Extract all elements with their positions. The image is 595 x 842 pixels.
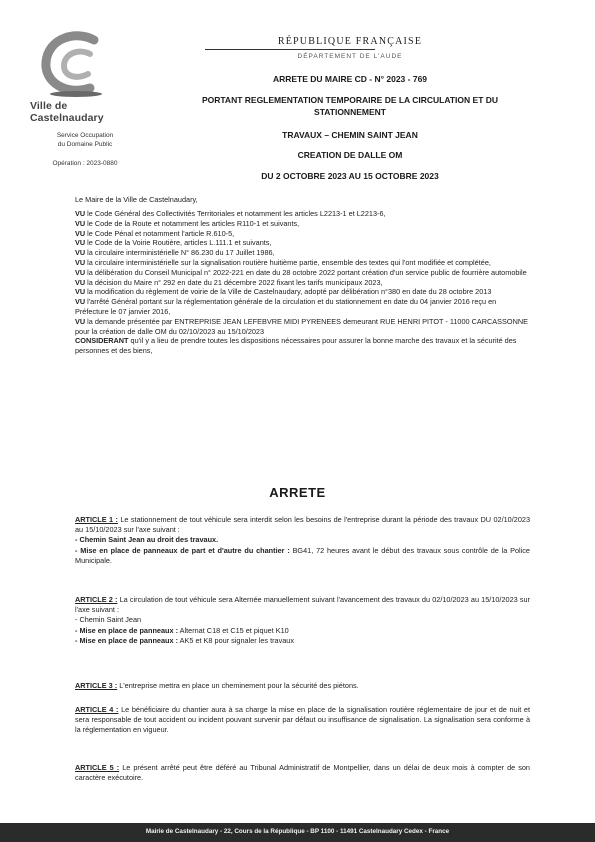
- article-3: ARTICLE 3 : L'entreprise mettra en place un cheminement pour la sécurité des piétons.: [75, 681, 359, 690]
- subject-line1: PORTANT REGLEMENTATION TEMPORAIRE DE LA CIRCULATION ET DU: [201, 95, 499, 105]
- article-1-bullet: - Mise en place de panneaux de part et d'autre du chantier : BG41, 72 heures avant le début des travaux sous contrôle de la Police Municipale.: [75, 545, 530, 565]
- visa-item: VU la décision du Maire n° 292 en date du 21 décembre 2022 fixant les tarifs municipaux 2023,: [75, 277, 383, 287]
- ville-name: Ville de Castelnaudary: [30, 100, 104, 124]
- article-4-label: ARTICLE 4 :: [75, 705, 119, 714]
- visa-item: VU l'arrêté Général portant sur la réglementation générale de la circulation et du stationnement en date du 04 janvier 2016 reçu en Préfecture le 07 janvier 2016,: [75, 297, 497, 316]
- article-2-label: ARTICLE 2 :: [75, 595, 118, 604]
- travaux-title: TRAVAUX – CHEMIN SAINT JEAN: [282, 130, 418, 140]
- operation-number: Opération : 2023-0880: [52, 160, 118, 167]
- article-4: ARTICLE 4 : Le bénéficiaire du chantier aura à sa charge la mise en place de la signalisation routière réglementaire de jour et de nuit et sera responsable de tout accident ou incident pouvant survenir par défaut ou insuffisance de signalisation. La signalisation sera conforme à la réglementation en vigueur.: [75, 705, 530, 735]
- creation-title: CREATION DE DALLE OM: [297, 150, 403, 160]
- intro-line: Le Maire de la Ville de Castelnaudary,: [75, 195, 198, 204]
- article-5: ARTICLE 5 : Le présent arrêté peut être déféré au Tribunal Administratif de Montpellier, dans un délai de deux mois à compter de son caractère exécutoire.: [75, 763, 530, 783]
- article-1-bullet: - Chemin Saint Jean au droit des travaux.: [75, 535, 219, 545]
- dates-title: DU 2 OCTOBRE 2023 AU 15 OCTOBRE 2023: [261, 171, 439, 181]
- republique-francaise: RÉPUBLIQUE FRANÇAISE: [277, 36, 423, 47]
- visa-item: VU la délibération du Conseil Municipal n° 2022-221 en date du 28 octobre 2022 portant création d'un service public de fourrière automobile: [75, 267, 527, 277]
- visa-item: VU le Code de la Voirie Routière, articles L.111.1 et suivants,: [75, 238, 272, 248]
- visa-item: VU la circulaire interministérielle sur la signalisation routière huitième partie, ensemble des textes qui l'ont modifiée et complétée,: [75, 257, 491, 267]
- subject-line2: STATIONNEMENT: [314, 106, 386, 117]
- service-label: [30, 132, 140, 149]
- considerant-item: CONSIDERANT qu'il y a lieu de prendre toutes les dispositions nécessaires pour assurer la bonne marche des travaux et la sécurité des personnes et des biens,: [75, 336, 517, 356]
- article-2-bullet: - Mise en place de panneaux : Alternat C18 et C15 et piquet K10: [75, 625, 289, 635]
- arrete-subject: [140, 95, 560, 118]
- article-2-bullet: - Mise en place de panneaux : AK5 et K8 pour signaler les travaux: [75, 635, 295, 645]
- visa-item: VU le Code de la Route et notamment les articles R110-1 et suivants,: [75, 218, 300, 228]
- service-line2: du Domaine Public: [57, 140, 113, 148]
- departement: DÉPARTEMENT DE L'AUDE: [297, 53, 403, 60]
- article-1: ARTICLE 1 : Le stationnement de tout véhicule sera interdit selon les besoins de l'entreprise durant la période des travaux DU 02/10/2023 au 15/10/2023 sur l'axe suivant : - Chemin Saint Jean au droit des travaux. - Mise en place de panneaux de part et d'autre du chantier : BG41, 72 heures avant le début des travaux sous contrôle de la Police Municipale.: [75, 515, 530, 565]
- footer-address: Mairie de Castelnaudary - 22, Cours de la République - BP 1100 - 11491 Castelnaudary Cedex - France: [145, 828, 450, 835]
- visa-item: VU le Code Pénal et notamment l'article R.610-5,: [75, 228, 235, 238]
- arrete-heading: ARRETE: [269, 485, 326, 500]
- article-2: ARTICLE 2 : La circulation de tout véhicule sera Alternée manuellement suivant l'avancement des travaux du 02/10/2023 au 15/10/2023 sur l'axe suivant : - Chemin Saint Jean - Mise en place de panneaux : Alternat C18 et C15 et piquet K10 - Mise en place de panneaux : AK5 et K8 pour signaler les travaux: [75, 595, 530, 645]
- article-3-label: ARTICLE 3 :: [75, 681, 118, 690]
- arrete-number: ARRETE DU MAIRE CD - N° 2023 - 769: [272, 74, 428, 84]
- header-divider: [205, 49, 375, 50]
- visa-item: VU la circulaire interministérielle N° 86.230 du 17 Juillet 1986,: [75, 248, 275, 258]
- article-2-bullet: - Chemin Saint Jean: [75, 615, 142, 625]
- visas-list: [75, 209, 530, 356]
- article-5-label: ARTICLE 5 :: [75, 763, 120, 772]
- visa-item: VU le Code Général des Collectivités Territoriales et notamment les articles L2213-1 et L2213-6,: [75, 209, 386, 218]
- visa-item: VU la demande présentée par ENTREPRISE JEAN LEFEBVRE MIDI PYRENEES demeurant RUE HENRI PITOT - 11000 CARCASSONNE pour la création de dalle OM du 02/10/2023 au 15/10/2023: [75, 316, 528, 336]
- article-1-label: ARTICLE 1 :: [75, 515, 118, 524]
- service-line1: Service Occupation: [56, 132, 114, 139]
- visa-item: VU la modification du règlement de voirie de la Ville de Castelnaudary, adopté par délibération n°380 en date du 28 octobre 2013: [75, 287, 492, 297]
- ville-logo: [36, 30, 116, 98]
